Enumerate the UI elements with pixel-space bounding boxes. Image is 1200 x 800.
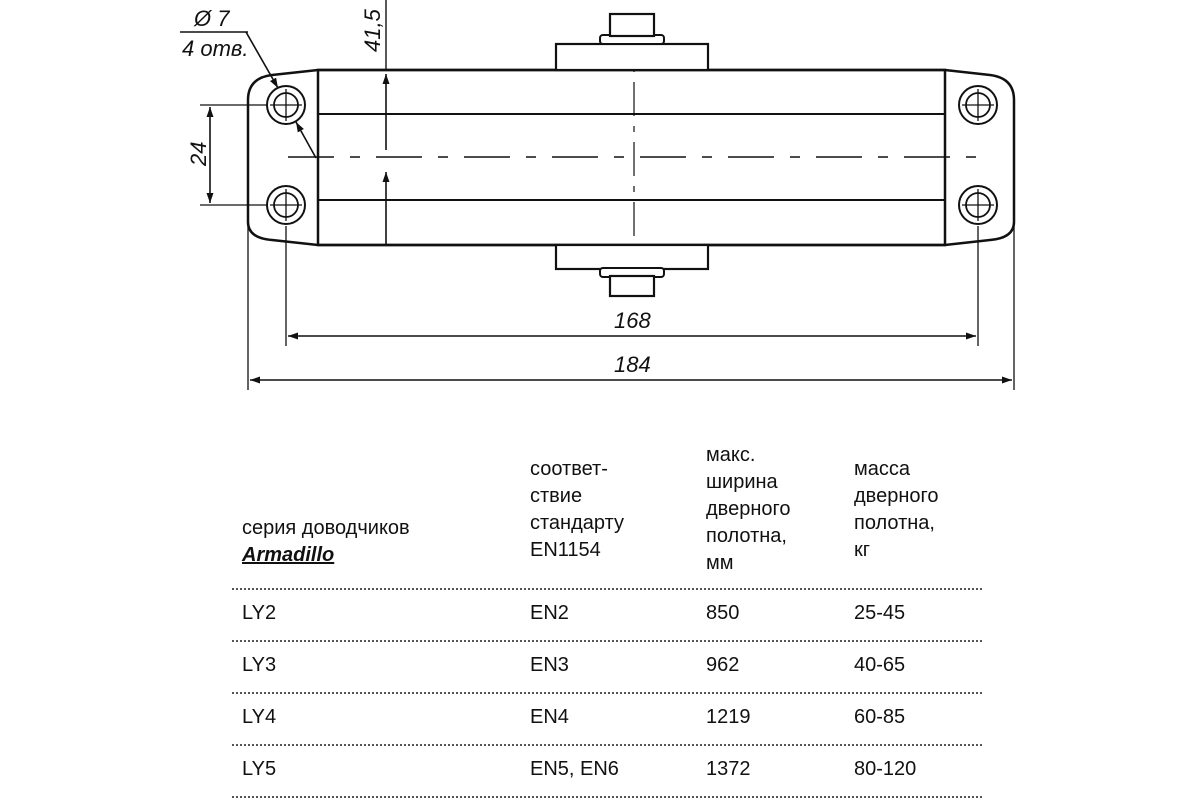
specs-table <box>232 440 982 798</box>
specs-table-header <box>232 440 982 588</box>
header-max-width: макс. ширина дверного полотна, мм <box>706 444 791 574</box>
cell-width: 1219 <box>706 706 751 728</box>
cell-width: 1372 <box>706 758 751 780</box>
mounting-hole-top-left <box>267 86 305 124</box>
cell-width: 850 <box>706 602 740 624</box>
cell-standard: EN5, EN6 <box>530 758 619 780</box>
spindle-shaft-bottom <box>610 276 654 296</box>
table-row <box>232 694 982 744</box>
cell-mass: 80-120 <box>854 758 917 780</box>
height-dimension-label: 41,5 <box>360 9 385 52</box>
cell-standard: EN4 <box>530 706 569 728</box>
total-length-label: 184 <box>614 352 651 377</box>
header-mass: масса дверного полотна, кг <box>854 458 939 561</box>
header-series <box>242 488 410 596</box>
header-brand: Armadillo <box>242 544 335 566</box>
inner-length-label: 168 <box>614 308 651 333</box>
hole-diameter-label: Ø 7 <box>194 6 230 31</box>
spindle-housing-top <box>556 44 708 70</box>
cell-standard: EN2 <box>530 602 569 624</box>
header-series-label: серия доводчиков <box>242 517 410 539</box>
cell-width: 962 <box>706 654 740 676</box>
cell-mass: 25-45 <box>854 602 906 624</box>
spindle-housing-bottom <box>556 245 708 269</box>
cell-standard: EN3 <box>530 654 569 676</box>
cell-mass: 60-85 <box>854 706 906 728</box>
hole-spacing-label: 24 <box>186 141 211 166</box>
mounting-plate <box>248 70 1014 245</box>
table-row <box>232 746 982 796</box>
table-row <box>232 642 982 692</box>
table-row <box>232 590 982 640</box>
cell-model: LY5 <box>242 758 277 780</box>
mounting-hole-top-right <box>959 86 997 124</box>
table-separator <box>232 796 982 798</box>
mounting-hole-bottom-right <box>959 186 997 224</box>
hole-count-label: 4 отв. <box>182 36 249 61</box>
cell-mass: 40-65 <box>854 654 906 676</box>
cell-model: LY3 <box>242 654 277 676</box>
cell-model: LY2 <box>242 602 277 624</box>
cell-model: LY4 <box>242 706 277 728</box>
header-standard: соответ- ствие стандарту EN1154 <box>530 458 624 561</box>
spindle-shaft-top <box>610 14 654 36</box>
mounting-hole-bottom-left <box>267 186 305 224</box>
